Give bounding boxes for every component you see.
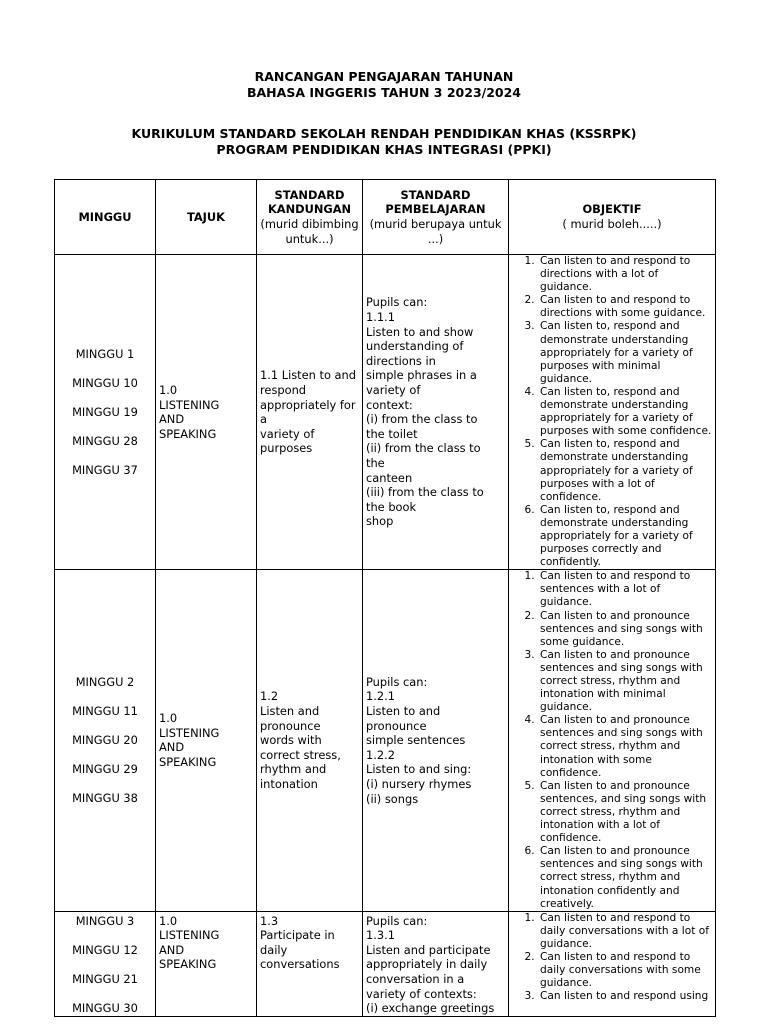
list-item: 1. Can listen to and respond to sentences with a lot of guidance. [538,570,712,609]
document-title [0,69,768,101]
standard-kandungan-cell: 1.1 Listen to and respond appropriately for a variety of purposes [257,255,363,570]
tajuk-cell: 1.0 LISTENING AND SPEAKING [156,255,257,570]
list-item: 6. Can listen to and pronounce sentences and sing songs with correct stress, rhythm and intonation confidently and creatively. [538,845,712,910]
header-minggu: MINGGU [55,180,156,255]
weeks-cell [55,570,156,911]
standard-pembelajaran-cell: Pupils can: 1.1.1 Listen to and show understanding of directions in simple phrases in a variety of context: (i) from the class to the toilet (ii) from the class to the canteen (iii) from the class to the book shop [363,255,509,570]
header-objektif: OBJEKTIF ( murid boleh.....) [509,180,716,255]
header-tajuk: TAJUK [156,180,257,255]
list-item: 2. Can listen to and respond to directions with some guidance. [538,294,712,320]
table-row [55,570,716,911]
week-label: MINGGU 2 [75,675,135,690]
list-item: 4. Can listen to, respond and demonstrate understanding appropriately for a variety of purposes with some confidence. [538,386,712,438]
standard-pembelajaran-cell: Pupils can: 1.3.1 Listen and participate appropriately in daily conversation in a variety of contexts: (i) exchange greetings [363,911,509,1016]
list-item: 5. Can listen to, respond and demonstrate understanding appropriately for a variety of purposes with a lot of confidence. [538,438,712,503]
week-label: MINGGU 29 [72,762,138,777]
weeks-cell [55,255,156,570]
list-item: 4. Can listen to and pronounce sentences and sing songs with correct stress, rhythm and intonation with some confidence. [538,714,712,779]
tajuk-cell: 1.0 LISTENING AND SPEAKING [156,911,257,1016]
objective-list [512,255,712,569]
week-label: MINGGU 20 [72,733,138,748]
week-label: MINGGU 28 [72,433,138,448]
header-standard-pembelajaran: STANDARD PEMBELAJARAN (murid berupaya untuk ...) [363,180,509,255]
week-label: MINGGU 19 [72,404,138,419]
objective-list [512,912,712,1004]
tajuk-cell: 1.0 LISTENING AND SPEAKING [156,570,257,911]
objektif-cell [509,911,716,1016]
standard-kandungan-cell: 1.2 Listen and pronounce words with correct stress, rhythm and intonation [257,570,363,911]
week-label: MINGGU 12 [72,942,138,957]
list-item: 3. Can listen to, respond and demonstrate understanding appropriately for a variety of purposes with minimal guidance. [538,320,712,385]
week-label: MINGGU 10 [72,375,138,390]
week-label: MINGGU 11 [72,704,138,719]
list-item: 5. Can listen to and pronounce sentences, and sing songs with correct stress, rhythm and intonation with a lot of confidence. [538,780,712,845]
curriculum-title [0,126,768,158]
list-item: 2. Can listen to and respond to daily conversations with some guidance. [538,951,712,990]
header-standard-kandungan: STANDARD KANDUNGAN (murid dibimbing untuk...) [257,180,363,255]
list-item: 1. Can listen to and respond to directions with a lot of guidance. [538,255,712,294]
standard-pembelajaran-cell: Pupils can: 1.2.1 Listen to and pronounce simple sentences 1.2.2 Listen to and sing: (i) nursery rhymes (ii) songs [363,570,509,911]
week-label: MINGGU 3 [75,913,135,928]
standard-kandungan-cell: 1.3 Participate in daily conversations [257,911,363,1016]
lesson-plan-table [54,179,716,1017]
list-item: 2. Can listen to and pronounce sentences and sing songs with some guidance. [538,610,712,649]
week-label: MINGGU 21 [72,971,138,986]
title-line-4: PROGRAM PENDIDIKAN KHAS INTEGRASI (PPKI) [216,142,552,157]
table-row [55,911,716,1016]
week-label: MINGGU 37 [72,462,138,477]
list-item: 6. Can listen to, respond and demonstrate understanding appropriately for a variety of purposes correctly and confidently. [538,504,712,569]
list-item: 3. Can listen to and pronounce sentences and sing songs with correct stress, rhythm and intonation with minimal guidance. [538,649,712,714]
objective-list [512,570,712,910]
week-label: MINGGU 38 [72,791,138,806]
week-label: MINGGU 1 [75,346,135,361]
list-item: 3. Can listen to and respond using [538,990,712,1003]
table-header-row [55,180,716,255]
objektif-cell [509,570,716,911]
title-line-1: RANCANGAN PENGAJARAN TAHUNAN [254,69,514,84]
weeks-cell [55,911,156,1016]
list-item: 1. Can listen to and respond to daily conversations with a lot of guidance. [538,912,712,951]
objektif-cell [509,255,716,570]
title-line-2: BAHASA INGGERIS TAHUN 3 2023/2024 [246,85,522,100]
table-row [55,255,716,570]
week-label: MINGGU 30 [72,1000,138,1015]
title-line-3: KURIKULUM STANDARD SEKOLAH RENDAH PENDIDIKAN KHAS (KSSRPK) [131,126,637,141]
